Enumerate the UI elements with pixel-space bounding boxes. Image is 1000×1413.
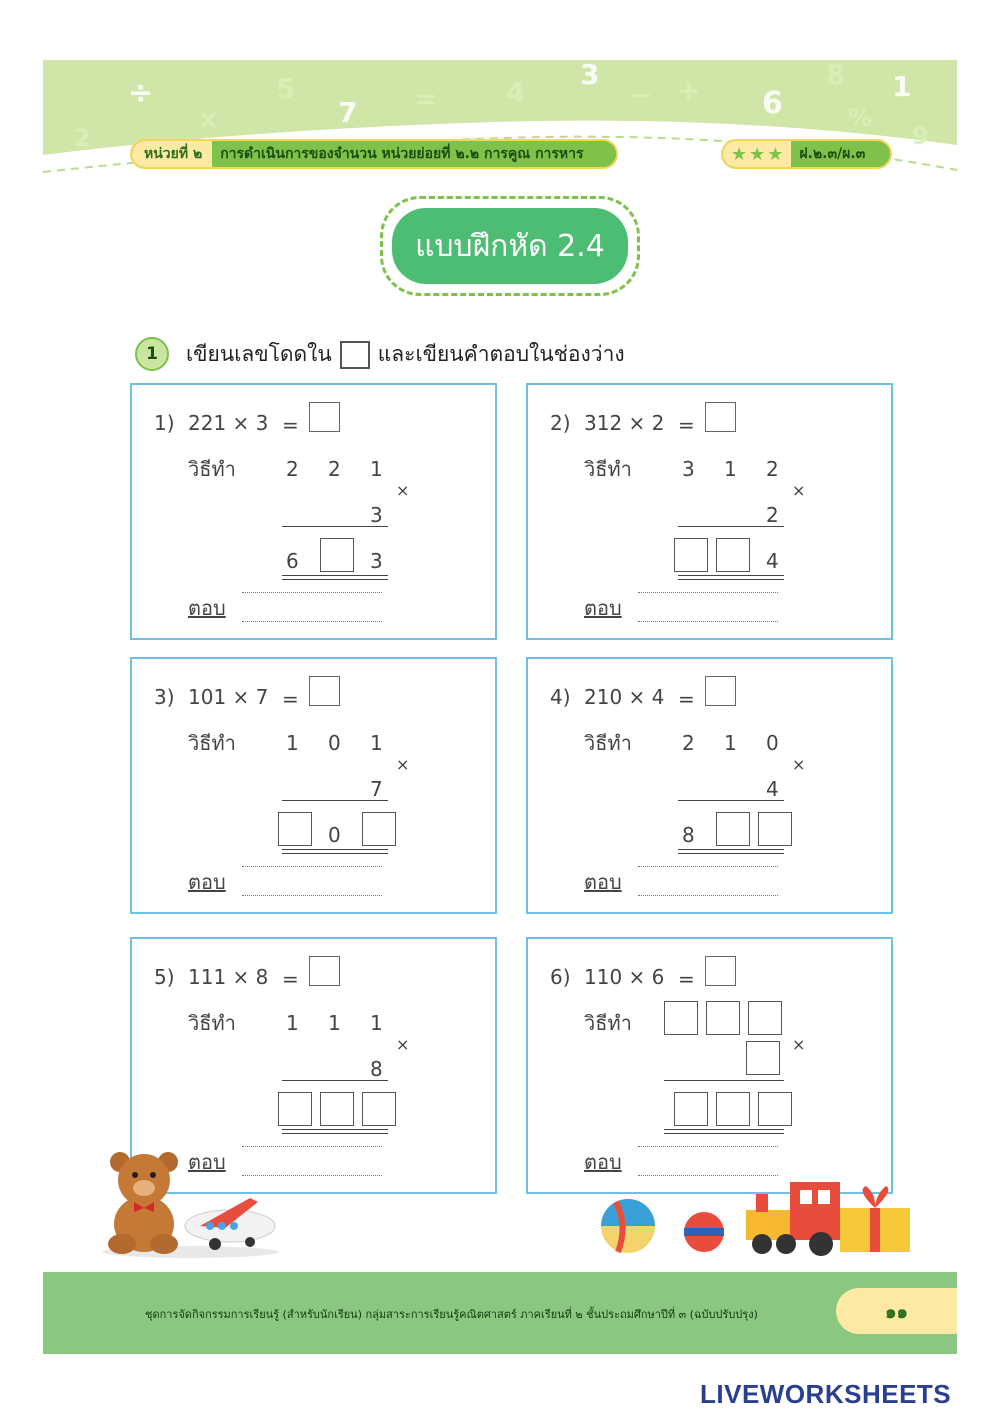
result-digit-input[interactable] [320, 1092, 354, 1126]
answer-line-2[interactable] [638, 1175, 778, 1176]
answer-line[interactable] [638, 592, 778, 593]
answer-box[interactable] [705, 402, 736, 432]
answer-line-2[interactable] [638, 621, 778, 622]
sample-box-icon [340, 341, 370, 369]
problem-expression: 312 × 2 [584, 411, 665, 435]
equals-sign: = [282, 413, 299, 437]
equals-sign: = [678, 967, 695, 991]
result-digit-input[interactable] [320, 538, 354, 572]
answer-line-2[interactable] [242, 621, 382, 622]
method-label: วิธีทำ [584, 1011, 632, 1035]
problem-label: 5) [154, 965, 175, 989]
multiplier-digit: 3 [370, 503, 383, 527]
method-label: วิธีทำ [584, 731, 632, 755]
product-line [678, 800, 784, 801]
top-digit: 1 [724, 731, 737, 755]
answer-label: ตอบ [188, 870, 226, 894]
problem-card [526, 937, 893, 1194]
result-digit-input[interactable] [758, 1092, 792, 1126]
result-digit-input[interactable] [278, 1092, 312, 1126]
problem-label: 6) [550, 965, 571, 989]
decorative-symbol: 2 [74, 124, 91, 152]
result-double-line [282, 1129, 388, 1134]
top-digit: 3 [682, 457, 695, 481]
problem-card [130, 657, 497, 914]
decorative-symbol: 7 [338, 96, 358, 129]
equals-sign: = [678, 413, 695, 437]
multiplier-digit: 7 [370, 777, 383, 801]
answer-label: ตอบ [584, 596, 622, 620]
difficulty-stars-icon: ★★★ [723, 141, 791, 167]
decorative-symbol: 8 [826, 58, 846, 91]
result-double-line [282, 849, 388, 854]
method-label: วิธีทำ [584, 457, 632, 481]
result-digit-input[interactable] [716, 1092, 750, 1126]
problem-label: 4) [550, 685, 571, 709]
problem-label: 2) [550, 411, 571, 435]
equals-sign: = [678, 687, 695, 711]
answer-label: ตอบ [188, 596, 226, 620]
top-digit-input[interactable] [748, 1001, 782, 1035]
decorative-symbol: 6 [762, 86, 783, 121]
page-number: ๑๑ [836, 1288, 957, 1334]
top-digit: 0 [766, 731, 779, 755]
decorative-symbol: 1 [892, 70, 912, 103]
problem-expression: 210 × 4 [584, 685, 665, 709]
result-digit-input[interactable] [278, 812, 312, 846]
product-line [678, 526, 784, 527]
product-line [664, 1080, 784, 1081]
instruction-text-before: เขียนเลขโดดใน [186, 342, 332, 366]
footer-text: ชุดการจัดกิจกรรมการเรียนรู้ (สำหรับนักเรียน) กลุ่มสาระการเรียนรู้คณิตศาสตร์ ภาคเรียนที่ ๒ ชั้นประถมศึกษาปีที่ ๓ (ฉบับปรับปรุง) [145, 1308, 758, 1321]
answer-label: ตอบ [584, 1150, 622, 1174]
answer-box[interactable] [309, 956, 340, 986]
problem-card [526, 383, 893, 640]
answer-label: ตอบ [188, 1150, 226, 1174]
top-digit: 1 [370, 731, 383, 755]
problem-card [130, 383, 497, 640]
top-digit: 2 [286, 457, 299, 481]
result-digit: 8 [682, 823, 695, 847]
top-digit-input[interactable] [706, 1001, 740, 1035]
top-digit: 1 [286, 1011, 299, 1035]
times-sign: × [396, 481, 410, 500]
question-number: 1 [135, 337, 169, 371]
decorative-symbol: ÷ [128, 76, 154, 111]
decorative-symbol: % [848, 104, 873, 132]
top-digit: 1 [724, 457, 737, 481]
top-digit-input[interactable] [664, 1001, 698, 1035]
result-double-line [282, 575, 388, 580]
unit-title: การดำเนินการของจำนวน หน่วยย่อยที่ ๒.๒ การคูณ การหาร [220, 146, 584, 162]
top-digit: 2 [328, 457, 341, 481]
product-line [282, 800, 388, 801]
product-line [282, 1080, 388, 1081]
problem-label: 3) [154, 685, 175, 709]
decorative-symbol: − [628, 78, 654, 113]
answer-box[interactable] [309, 676, 340, 706]
result-digit-input[interactable] [362, 812, 396, 846]
problem-expression: 101 × 7 [188, 685, 269, 709]
answer-box[interactable] [309, 402, 340, 432]
result-digit: 6 [286, 549, 299, 573]
result-digit: 3 [370, 549, 383, 573]
decorative-symbol: 5 [276, 72, 296, 105]
problem-expression: 221 × 3 [188, 411, 269, 435]
times-sign: × [396, 1035, 410, 1054]
answer-box[interactable] [705, 956, 736, 986]
result-double-line [678, 849, 784, 854]
answer-line[interactable] [242, 592, 382, 593]
top-digit: 1 [370, 1011, 383, 1035]
answer-label: ตอบ [584, 870, 622, 894]
top-digit: 1 [286, 731, 299, 755]
answer-line[interactable] [638, 1146, 778, 1147]
top-digit: 2 [766, 457, 779, 481]
problem-card [526, 657, 893, 914]
times-sign: × [792, 1035, 806, 1054]
toys-ball-train-gift-icon [596, 1180, 916, 1260]
result-double-line [678, 575, 784, 580]
unit-banner [130, 139, 618, 169]
answer-box[interactable] [705, 676, 736, 706]
result-digit-input[interactable] [674, 538, 708, 572]
product-line [282, 526, 388, 527]
answer-line[interactable] [638, 866, 778, 867]
decorative-symbol: = [414, 82, 438, 115]
instruction-text-after: และเขียนคำตอบในช่องว่าง [377, 342, 625, 366]
page-title: แบบฝึกหัด 2.4 [392, 208, 628, 284]
top-digit: 1 [370, 457, 383, 481]
problem-label: 1) [154, 411, 175, 435]
times-sign: × [792, 755, 806, 774]
result-digit: 4 [766, 549, 779, 573]
answer-line[interactable] [242, 866, 382, 867]
equals-sign: = [282, 967, 299, 991]
multiplier-digit: 2 [766, 503, 779, 527]
decorative-symbol: + [676, 74, 702, 109]
answer-line-2[interactable] [638, 895, 778, 896]
grade-banner [721, 139, 892, 169]
times-sign: × [792, 481, 806, 500]
method-label: วิธีทำ [188, 457, 236, 481]
problem-expression: 111 × 8 [188, 965, 269, 989]
teddy-bear-airplane-icon [100, 1148, 280, 1260]
instruction [186, 338, 625, 371]
result-digit-input[interactable] [716, 538, 750, 572]
method-label: วิธีทำ [188, 731, 236, 755]
top-digit: 1 [328, 1011, 341, 1035]
multiplier-digit: 4 [766, 777, 779, 801]
equals-sign: = [282, 687, 299, 711]
method-label: วิธีทำ [188, 1011, 236, 1035]
top-digit: 2 [682, 731, 695, 755]
top-digit: 0 [328, 731, 341, 755]
unit-label: หน่วยที่ ๒ [132, 141, 212, 167]
answer-line[interactable] [242, 1146, 382, 1147]
result-double-line [664, 1129, 784, 1134]
multiplier-digit: 8 [370, 1057, 383, 1081]
result-digit: 0 [328, 823, 341, 847]
decorative-symbol: 4 [506, 76, 526, 109]
times-sign: × [396, 755, 410, 774]
result-digit-input[interactable] [758, 812, 792, 846]
decorative-symbol: x [200, 104, 217, 134]
result-digit-input[interactable] [716, 812, 750, 846]
decorative-symbol: 3 [580, 58, 600, 91]
grade-code: ฝ.๒.๓/ผ.๓ [799, 146, 866, 162]
multiplier-input[interactable] [746, 1041, 780, 1075]
problem-expression: 110 × 6 [584, 965, 665, 989]
result-digit-input[interactable] [674, 1092, 708, 1126]
decorative-symbol: 9 [912, 122, 929, 150]
liveworksheets-logo[interactable]: LIVEWORKSHEETS [700, 1379, 952, 1409]
answer-line-2[interactable] [242, 895, 382, 896]
result-digit-input[interactable] [362, 1092, 396, 1126]
